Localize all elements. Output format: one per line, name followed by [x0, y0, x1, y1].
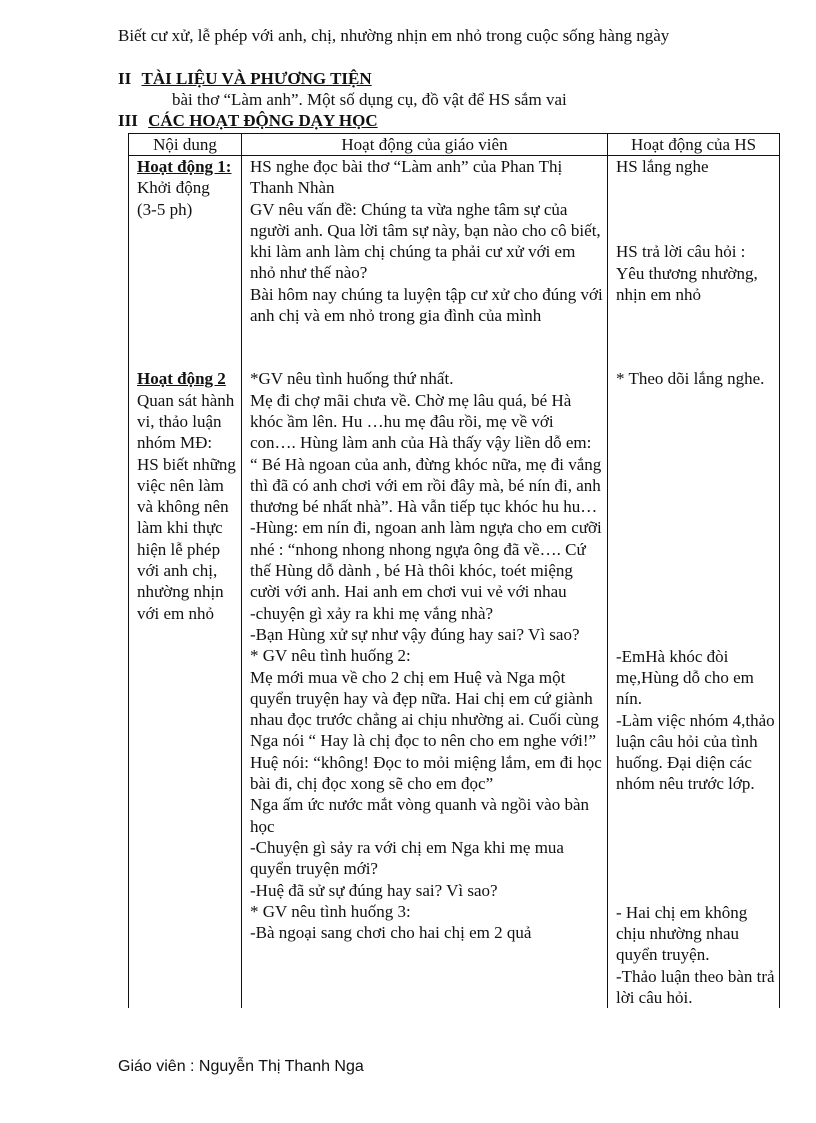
teacher-paragraph: Bài hôm nay chúng ta luyện tập cư xử cho đúng với anh chị và em nhỏ trong gia đình của mình: [250, 284, 603, 326]
teacher-paragraph: *GV nêu tình huống thứ nhất.: [250, 369, 454, 389]
intro-text: Biết cư xử, lễ phép với anh, chị, nhường nhịn em nhỏ trong cuộc sống hàng ngày: [118, 26, 670, 45]
header-content: Nội dung: [129, 134, 242, 156]
teacher-paragraph: Nga ấm ức nước mắt vòng quanh và ngồi vào bàn học: [250, 795, 589, 836]
activity-1-title: Hoạt động 1:: [137, 157, 232, 176]
section-2-title: TÀI LIỆU VÀ PHƯƠNG TIỆN: [141, 69, 372, 88]
section-3-number: III: [118, 111, 138, 130]
teacher-paragraph: -Chuyện gì sảy ra với chị em Nga khi mẹ mua quyển truyện mới?: [250, 837, 564, 879]
section-3-title: CÁC HOẠT ĐỘNG DẠY HỌC: [148, 111, 378, 130]
section-3-heading: [118, 111, 378, 131]
activity-1-teacher: [242, 156, 608, 369]
activity-1-student: [608, 156, 780, 369]
student-paragraph: HS trả lời câu hỏi : Yêu thương nhường, nhịn em nhỏ: [616, 242, 758, 304]
header-student: Hoạt động của HS: [608, 134, 780, 156]
teacher-paragraph: Mẹ đi chợ mãi chưa về. Chờ mẹ lâu quá, bé Hà khóc ầm lên. Hu …hu mẹ đâu rồi, mẹ về với con…. Hùng làm anh của Hà thấy vậy liền dỗ em: “ Bé Hà ngoan của anh, đừng khóc nữa, mẹ đi vắng thì đã có anh chơi với em rồi đây mà, bé nín đi, anh thương bé nhất nhà”. Hà vẫn tiếp tục khóc hu hu…: [250, 390, 602, 517]
teacher-paragraph: GV nêu vấn đề: Chúng ta vừa nghe tâm sự của người anh. Qua lời tâm sự này, bạn nào cho cô biết, khi làm anh làm chị chúng ta phải cư xử với em nhỏ như thế nào?: [250, 199, 601, 283]
activity-2-student: [608, 368, 780, 1008]
section-2-heading: [118, 69, 372, 89]
teacher-paragraph: -Bà ngoại sang chơi cho hai chị em 2 quả: [250, 923, 532, 943]
footer-teacher-name: Giáo viên : Nguyễn Thị Thanh Nga: [118, 1058, 364, 1075]
student-paragraph: - Hai chị em không chịu nhường nhau quyển truyện.: [616, 902, 748, 965]
activity-1-content: [129, 156, 242, 369]
table-row: [129, 156, 780, 369]
activity-1-line: Khởi động: [137, 178, 210, 198]
teacher-paragraph: HS nghe đọc bài thơ “Làm anh” của Phan Thị Thanh Nhàn: [250, 157, 563, 198]
teacher-paragraph: * GV nêu tình huống 3:: [250, 901, 411, 921]
table-row: [129, 368, 780, 1008]
student-paragraph: -Làm việc nhóm 4,thảo luận câu hỏi của tình huống. Đại diện các nhóm nêu trước lớp.: [616, 710, 775, 794]
student-paragraph: HS lắng nghe: [616, 157, 709, 176]
teacher-paragraph: -chuyện gì xảy ra khi mẹ vắng nhà?: [250, 603, 494, 623]
teacher-paragraph: * GV nêu tình huống 2:: [250, 646, 411, 666]
table-header-row: [129, 134, 780, 156]
header-teacher: Hoạt động của giáo viên: [242, 134, 608, 156]
teacher-paragraph: -Hùng: em nín đi, ngoan anh làm ngựa cho em cưỡi nhé : “nhong nhong nhong ngựa ông đã về…. Cứ thế Hùng dỗ dành , bé Hà thôi khóc, toét miệng cười với anh. Hai anh em chơi vui vẻ với nhau: [250, 518, 602, 602]
teacher-paragraph: Mẹ mới mua về cho 2 chị em Huệ và Nga một quyển truyện hay và đẹp nữa. Hai chị em cứ giành nhau đọc trước chẳng ai chịu nhường ai. Cuối cùng Nga nói “ Hay là chị đọc to nên cho em nghe với!” Huệ nói: “không! Đọc to mỏi miệng lắm, em đi học bài đi, chị đọc xong sẽ cho em đọc”: [250, 667, 602, 794]
student-paragraph: -Thảo luận theo bàn trả lời câu hỏi.: [616, 966, 775, 1007]
activity-2-title: Hoạt động 2: [137, 369, 226, 389]
lesson-plan-table: [128, 133, 780, 1008]
student-paragraph: -EmHà khóc đòi mẹ,Hùng dỗ cho em nín.: [616, 646, 754, 709]
student-paragraph: * Theo dõi lắng nghe.: [616, 369, 765, 389]
spacer: [250, 326, 603, 368]
activity-1-line: (3-5 ph): [137, 199, 193, 219]
activity-2-teacher: [242, 368, 608, 1008]
teacher-paragraph: -Bạn Hùng xử sự như vậy đúng hay sai? Vì sao?: [250, 624, 580, 644]
materials-text: bài thơ “Làm anh”. Một số dụng cụ, đồ vật để HS sắm vai: [172, 90, 567, 109]
activity-2-description: Quan sát hành vi, thảo luận nhóm MĐ: HS biết những việc nên làm và không nên làm khi thực hiện lễ phép với anh chị, nhường nhịn với em nhỏ: [137, 390, 236, 623]
teacher-paragraph: -Huệ đã sử sự đúng hay sai? Vì sao?: [250, 880, 498, 900]
activity-2-content: [129, 368, 242, 1008]
section-2-number: II: [118, 69, 132, 88]
